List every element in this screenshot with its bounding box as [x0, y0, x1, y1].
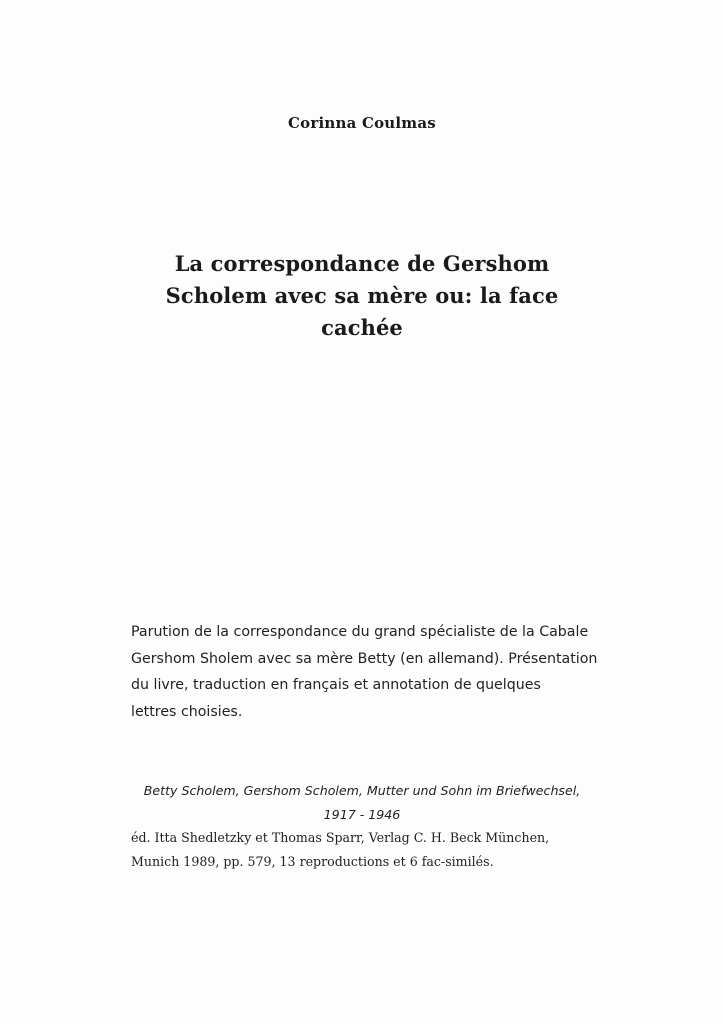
reference-title-line-2: 1917 - 1946 — [323, 807, 401, 822]
title-line-2: Scholem avec sa mère ou: la face — [165, 283, 559, 308]
reference-title-line-1: Betty Scholem, Gershom Scholem, Mutter und Sohn im Briefwechsel, — [143, 783, 581, 798]
title-line-1: La correspondance de Gershom — [174, 251, 550, 276]
document-title — [120, 248, 604, 344]
reference-detail-line-1: éd. Itta Shedletzky et Thomas Sparr, Verlag C. H. Beck München, — [131, 830, 550, 845]
abstract-line-1: Parution de la correspondance du grand spécialiste de la Cabale — [131, 624, 589, 640]
abstract-line-3: du livre, traduction en français et annotation de quelques — [131, 677, 541, 693]
abstract-paragraph — [131, 619, 611, 725]
abstract-line-2: Gershom Sholem avec sa mère Betty (en allemand). Présentation — [131, 650, 598, 667]
reference-book-title — [131, 779, 593, 827]
title-line-3: cachée — [321, 315, 403, 340]
author-name: Corinna Coulmas — [288, 114, 436, 132]
abstract-line-4: lettres choisies. — [131, 703, 243, 720]
reference-publication-details — [131, 826, 611, 874]
reference-detail-line-2: Munich 1989, pp. 579, 13 reproductions et 6 fac-similés. — [131, 854, 494, 869]
